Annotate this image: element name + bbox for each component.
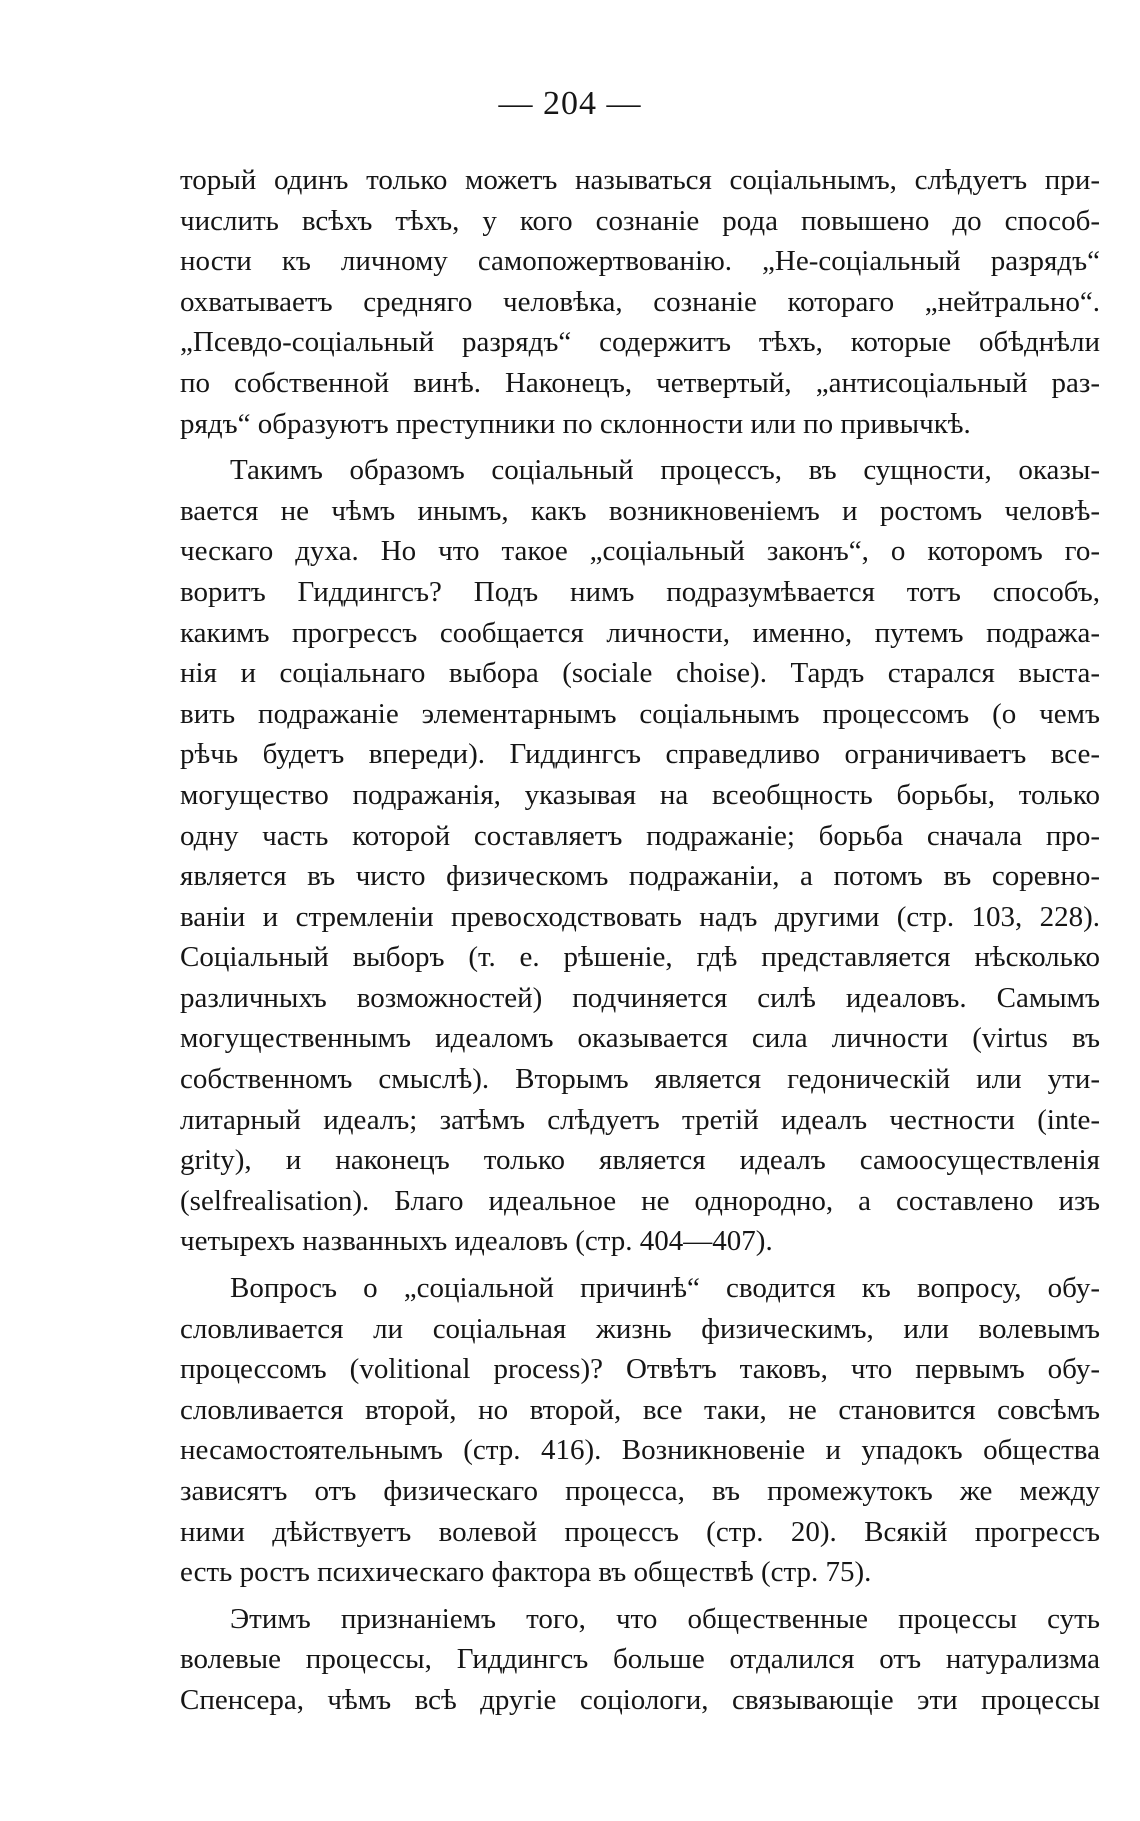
- text-line: является въ чисто физическомъ подражаніи, а потомъ въ соревно-: [180, 860, 1100, 893]
- text-line: ваніи и стремленіи превосходствовать надъ другими (стр. 103, 228).: [180, 900, 1100, 933]
- text-line: Этимъ признаніемъ того, что общественные процессы суть: [230, 1602, 1100, 1635]
- text-line: есть ростъ психическаго фактора въ обществѣ (стр. 75).: [180, 1556, 872, 1589]
- text-line: зависятъ отъ физическаго процесса, въ промежутокъ же между: [180, 1475, 1100, 1507]
- text-line: воритъ Гиддингсъ? Подъ нимъ подразумѣвается тотъ способъ,: [180, 575, 1100, 608]
- text-line: словливается второй, но второй, все таки, не становится совсѣмъ: [180, 1393, 1100, 1426]
- text-line: одну часть которой составляетъ подражаніе; борьба сначала про-: [180, 819, 1100, 852]
- text-line: ности къ личному самопожертвованію. „Не-соціальный разрядъ“: [180, 245, 1100, 278]
- text-line: grity), и наконецъ только является идеалъ самоосуществленія: [180, 1144, 1100, 1177]
- text-line: „Псевдо-соціальный разрядъ“ содержитъ тѣхъ, которые обѣднѣли: [180, 326, 1100, 359]
- text-line: рѣчь будетъ впереди). Гиддингсъ справедливо ограничиваетъ все-: [180, 738, 1100, 771]
- text-line: рядъ“ образуютъ преступники по склонности или по привычкѣ.: [180, 407, 971, 440]
- text-line: могущественнымъ идеаломъ оказывается сила личности (virtus въ: [180, 1022, 1100, 1055]
- text-line: собственномъ смыслѣ). Вторымъ является гедоническій или ути-: [180, 1063, 1100, 1096]
- text-line: охватываетъ средняго человѣка, сознаніе котораго „нейтрально“.: [180, 285, 1100, 318]
- text-line: вается не чѣмъ инымъ, какъ возникновеніемъ и ростомъ человѣ-: [180, 494, 1100, 527]
- text-line: Вопросъ о „соціальной причинѣ“ сводится къ вопросу, обу-: [230, 1272, 1100, 1305]
- text-line: различныхъ возможностей) подчиняется силѣ идеаловъ. Самымъ: [180, 981, 1100, 1014]
- text-line: волевые процессы, Гиддингсъ больше отдалился отъ натурализма: [180, 1643, 1100, 1676]
- paragraph-2: [180, 450, 1100, 1262]
- text-line: числить всѣхъ тѣхъ, у кого сознаніе рода повышено до способ-: [180, 204, 1100, 237]
- text-line: Такимъ образомъ соціальный процессъ, въ сущности, оказы-: [230, 454, 1100, 487]
- text-line: Соціальный выборъ (т. е. рѣшеніе, гдѣ представляется нѣсколько: [180, 941, 1100, 974]
- text-line: (selfrealisation). Благо идеальное не однородно, а составлено изъ: [180, 1184, 1100, 1217]
- text-line: ческаго духа. Но что такое „соціальный законъ“, о которомъ го-: [180, 535, 1100, 568]
- text-line: нія и соціальнаго выбора (sociale choise). Тардъ старался выста-: [180, 657, 1100, 690]
- text-line: могущество подражанія, указывая на всеобщность борьбы, только: [180, 778, 1100, 811]
- text-line: ними дѣйствуетъ волевой процессъ (стр. 20). Всякій прогрессъ: [180, 1515, 1100, 1548]
- text-line: какимъ прогрессъ сообщается личности, именно, путемъ подража-: [180, 616, 1100, 649]
- text-line: несамостоятельнымъ (стр. 416). Возникновеніе и упадокъ общества: [180, 1434, 1100, 1467]
- text-line: литарный идеалъ; затѣмъ слѣдуетъ третій идеалъ честности (inte-: [180, 1103, 1100, 1136]
- text-line: процессомъ (volitional process)? Отвѣтъ таковъ, что первымъ обу-: [180, 1353, 1100, 1386]
- paragraph-1: [180, 160, 1100, 444]
- text-line: словливается ли соціальная жизнь физическимъ, или волевымъ: [180, 1312, 1100, 1345]
- text-line: Спенсера, чѣмъ всѣ другіе соціологи, связывающіе эти процессы: [180, 1683, 1100, 1716]
- paragraph-3: [180, 1268, 1100, 1593]
- text-line: четырехъ названныхъ идеаловъ (стр. 404—407).: [180, 1225, 773, 1258]
- paragraph-4: [180, 1599, 1100, 1721]
- page-number: — 204 —: [498, 85, 642, 122]
- text-line: вить подражаніе элементарнымъ соціальнымъ процессомъ (о чемъ: [180, 697, 1100, 730]
- body-text: [180, 160, 1100, 1721]
- text-line: торый одинъ только можетъ называться соціальнымъ, слѣдуетъ при-: [180, 164, 1100, 196]
- text-line: по собственной винѣ. Наконецъ, четвертый, „антисоціальный раз-: [180, 366, 1100, 399]
